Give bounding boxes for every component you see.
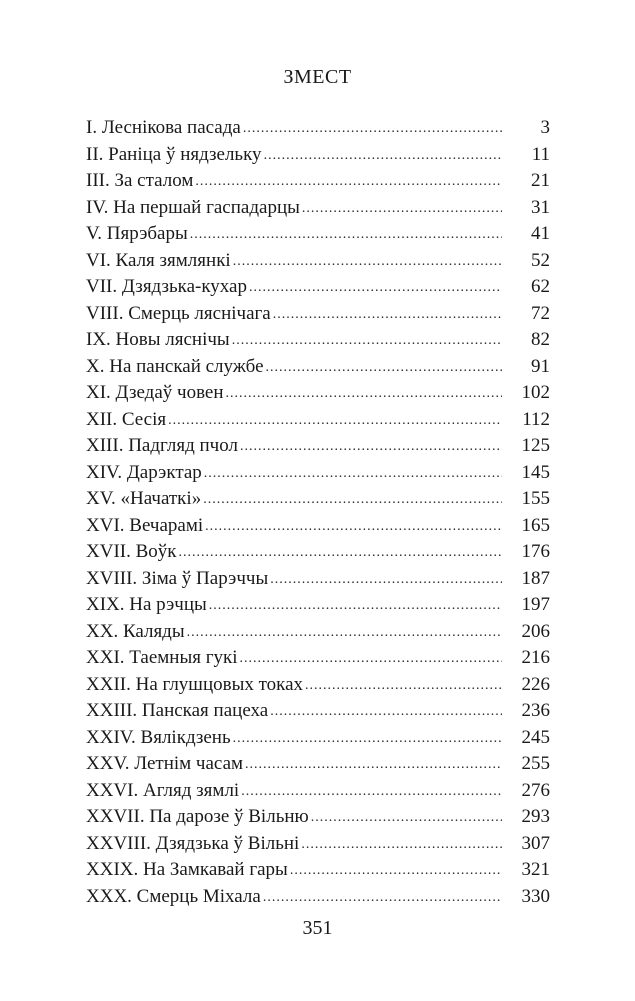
dot-leader xyxy=(305,673,502,700)
toc-entry-title: VI. Каля зямлянкі xyxy=(86,249,231,271)
toc-entry-page: 52 xyxy=(531,249,550,271)
toc-entry xyxy=(86,619,550,646)
toc-entry-title: XIX. На рэчцы xyxy=(86,594,207,615)
toc-entry xyxy=(86,407,550,434)
dot-leader xyxy=(263,885,502,912)
toc-entry-page: 112 xyxy=(522,408,550,430)
toc-entry-title: XII. Сесія xyxy=(86,408,167,430)
toc-entry xyxy=(86,884,550,911)
toc-entry-page: 125 xyxy=(521,435,550,456)
toc-entry-page: 176 xyxy=(521,541,550,562)
toc-entry-page: 197 xyxy=(521,594,550,615)
toc-entry-page: 307 xyxy=(521,832,550,854)
dot-leader xyxy=(302,196,502,223)
toc-entry-title: XVII. Воўк xyxy=(86,541,177,562)
toc-entry-page: 293 xyxy=(521,806,550,827)
dot-leader xyxy=(270,567,502,594)
dot-leader xyxy=(240,646,502,673)
dot-leader xyxy=(209,593,502,620)
toc-entry-title: IX. Новы ляснічы xyxy=(86,329,230,350)
toc-entry-title: VIII. Смерць ляснічага xyxy=(86,302,271,324)
dot-leader xyxy=(240,434,502,461)
toc-entry xyxy=(86,566,550,593)
toc-entry-page: 145 xyxy=(521,461,550,483)
toc-entry xyxy=(86,460,550,487)
toc-entry xyxy=(86,725,550,752)
toc-entry xyxy=(86,195,550,222)
dot-leader xyxy=(232,328,502,355)
dot-leader xyxy=(187,620,502,647)
toc-entry-page: 11 xyxy=(531,143,550,165)
toc-entry-page: 236 xyxy=(521,700,550,721)
dot-leader xyxy=(264,143,502,170)
toc-entry xyxy=(86,380,550,407)
toc-entry-page: 276 xyxy=(521,779,550,801)
toc-entry-page: 41 xyxy=(531,223,550,244)
toc-entry-page: 72 xyxy=(531,302,550,324)
toc-entry xyxy=(86,592,550,619)
dot-leader xyxy=(203,487,502,514)
toc-entry xyxy=(86,327,550,354)
dot-leader xyxy=(245,752,502,779)
toc-entry-page: 31 xyxy=(531,196,550,218)
dot-leader xyxy=(270,699,502,726)
toc-entry xyxy=(86,221,550,248)
table-of-contents xyxy=(86,115,550,910)
toc-entry-title: III. За сталом xyxy=(86,170,194,191)
toc-entry-title: XXII. На глушцовых токах xyxy=(86,673,304,695)
toc-entry-page: 255 xyxy=(521,753,550,774)
toc-entry-page: 21 xyxy=(531,170,550,191)
dot-leader xyxy=(241,779,502,806)
toc-entry-title: XXIII. Панская пацеха xyxy=(86,700,269,721)
dot-leader xyxy=(179,540,502,567)
dot-leader xyxy=(233,249,502,276)
dot-leader xyxy=(290,858,502,885)
toc-entry-title: XX. Каляды xyxy=(86,620,185,642)
toc-entry xyxy=(86,301,550,328)
toc-entry-page: 216 xyxy=(521,647,550,668)
dot-leader xyxy=(190,222,502,249)
toc-entry xyxy=(86,804,550,831)
dot-leader xyxy=(195,169,502,196)
toc-entry-title: XXVI. Агляд зямлі xyxy=(86,779,240,801)
toc-entry-page: 3 xyxy=(540,117,550,138)
page-number: 351 xyxy=(302,917,333,939)
toc-entry-title: VII. Дзядзька-кухар xyxy=(86,276,247,297)
dot-leader xyxy=(249,275,502,302)
toc-entry xyxy=(86,778,550,805)
toc-entry-page: 330 xyxy=(521,885,550,907)
page-title: ЗМЕСТ xyxy=(283,66,352,88)
toc-entry-page: 82 xyxy=(531,329,550,350)
toc-entry-page: 155 xyxy=(521,488,550,509)
toc-entry-title: XXVII. Па дарозе ў Вільню xyxy=(86,806,309,827)
toc-entry xyxy=(86,168,550,195)
dot-leader xyxy=(226,381,502,408)
toc-entry-title: XXI. Таемныя гукі xyxy=(86,647,238,668)
toc-entry-page: 206 xyxy=(521,620,550,642)
toc-entry-page: 321 xyxy=(521,859,550,880)
toc-entry xyxy=(86,698,550,725)
toc-entry-title: XXVIII. Дзядзька ў Вільні xyxy=(86,832,300,854)
toc-entry xyxy=(86,513,550,540)
toc-entry xyxy=(86,433,550,460)
toc-entry-title: XI. Дзедаў човен xyxy=(86,382,224,403)
toc-entry xyxy=(86,354,550,381)
toc-entry-title: V. Пярэбары xyxy=(86,223,188,244)
toc-entry-title: XV. «Начаткі» xyxy=(86,488,202,509)
toc-entry-page: 102 xyxy=(521,382,550,403)
dot-leader xyxy=(301,832,502,859)
toc-entry-page: 226 xyxy=(521,673,550,695)
toc-entry xyxy=(86,831,550,858)
toc-entry-title: XXIV. Вялікдзень xyxy=(86,726,231,748)
toc-entry xyxy=(86,539,550,566)
toc-entry-title: X. На панскай службе xyxy=(86,355,264,377)
toc-entry-page: 245 xyxy=(521,726,550,748)
toc-entry xyxy=(86,751,550,778)
toc-entry-title: XXX. Смерць Міхала xyxy=(86,885,261,907)
toc-entry xyxy=(86,857,550,884)
toc-entry-title: XVIII. Зіма ў Парэччы xyxy=(86,567,269,589)
toc-entry-title: XXV. Летнім часам xyxy=(86,753,244,774)
dot-leader xyxy=(266,355,502,382)
toc-entry-title: XXIX. На Замкавай гары xyxy=(86,859,288,880)
toc-entry xyxy=(86,672,550,699)
dot-leader xyxy=(311,805,502,832)
dot-leader xyxy=(204,461,502,488)
toc-entry-page: 91 xyxy=(531,355,550,377)
toc-entry xyxy=(86,274,550,301)
toc-entry-title: XIII. Падгляд пчол xyxy=(86,435,238,456)
dot-leader xyxy=(205,514,502,541)
dot-leader xyxy=(243,116,502,143)
dot-leader xyxy=(233,726,502,753)
toc-entry-title: II. Раніца ў нядзельку xyxy=(86,143,262,165)
toc-entry xyxy=(86,115,550,142)
toc-entry xyxy=(86,486,550,513)
dot-leader xyxy=(273,302,502,329)
toc-entry-page: 187 xyxy=(521,567,550,589)
toc-entry xyxy=(86,142,550,169)
toc-entry xyxy=(86,645,550,672)
toc-entry-page: 165 xyxy=(521,514,550,536)
toc-entry-title: XVI. Вечарамі xyxy=(86,514,204,536)
toc-entry-title: I. Леснікова пасада xyxy=(86,117,241,138)
toc-entry xyxy=(86,248,550,275)
dot-leader xyxy=(168,408,502,435)
toc-entry-title: XIV. Дарэктар xyxy=(86,461,202,483)
toc-entry-page: 62 xyxy=(531,276,550,297)
toc-entry-title: IV. На першай гаспадарцы xyxy=(86,196,300,218)
